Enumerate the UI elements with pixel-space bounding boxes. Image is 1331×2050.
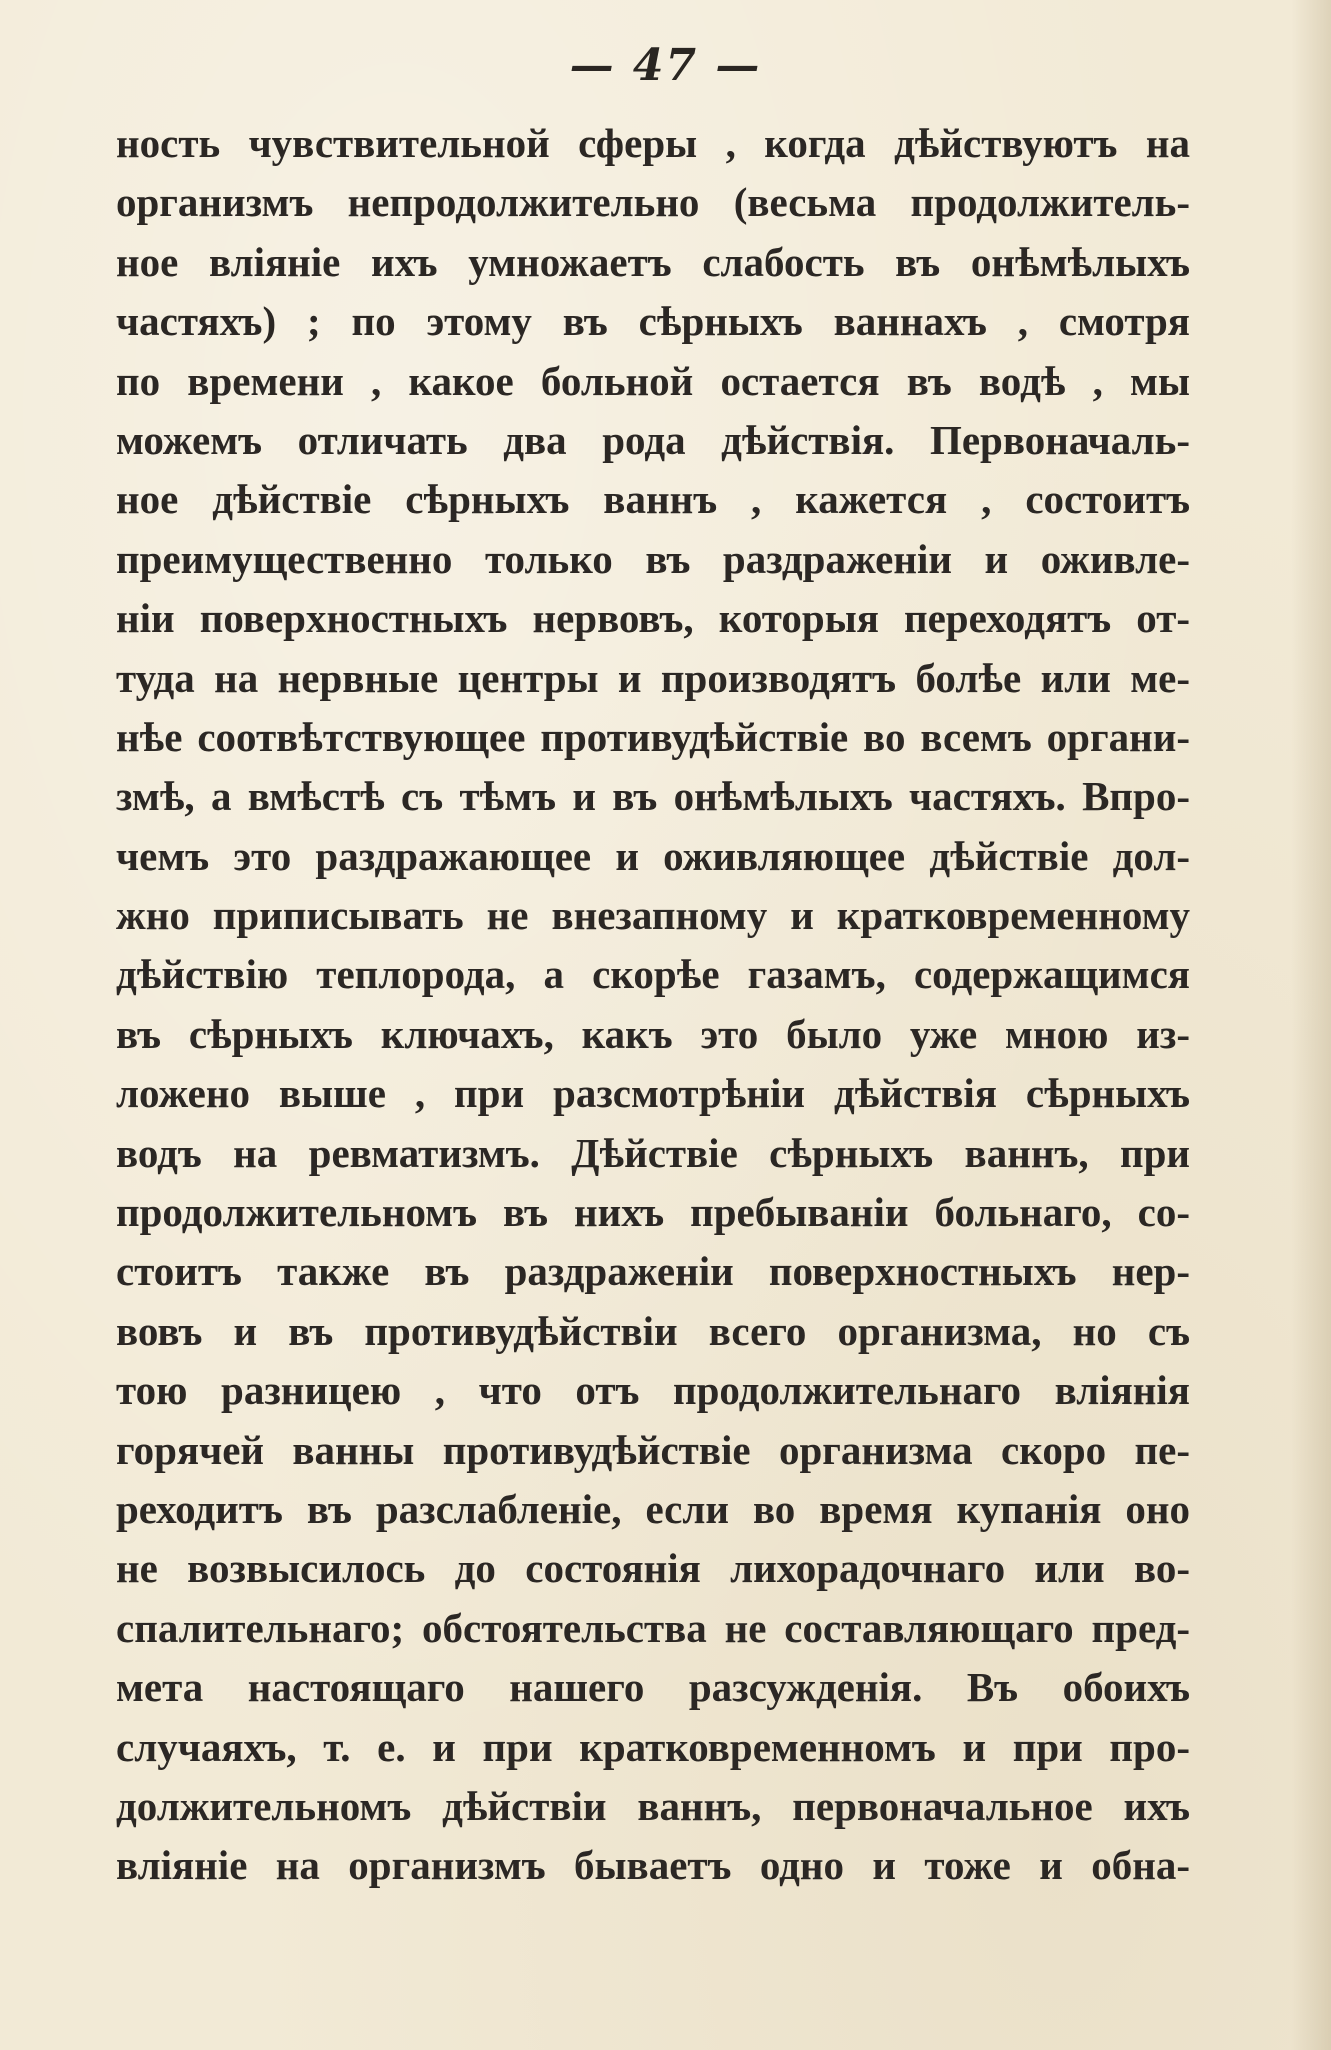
text-line: ложено выше , при разсмотрѣніи дѣйствія сѣрныхъ (116, 1070, 1190, 1117)
body-text (116, 114, 1190, 1896)
text-line: преимущественно только въ раздраженіи и оживле- (116, 535, 1190, 582)
text-line: чемъ это раздражающее и оживляющее дѣйствіе дол- (116, 832, 1190, 879)
text-line: ное вліяніе ихъ умножаетъ слабость въ онѣмѣлыхъ (116, 238, 1190, 285)
text-line: ніи поверхностныхъ нервовъ, которыя переходятъ от- (116, 595, 1190, 642)
page-edge-shadow (1291, 0, 1331, 2050)
text-line: по времени , какое больной остается въ водѣ , мы (116, 357, 1190, 404)
text-line: организмъ непродолжительно (весьма продолжитель- (116, 179, 1190, 226)
text-line: дѣйствію теплорода, а скорѣе газамъ, содержащимся (116, 951, 1190, 998)
text-line: должительномъ дѣйствіи ваннъ, первоначальное ихъ (116, 1782, 1190, 1829)
text-line: вліяніе на организмъ бываетъ одно и тоже и обна- (116, 1842, 1190, 1889)
text-line: можемъ отличать два рода дѣйствія. Первоначаль- (116, 416, 1190, 463)
text-line: стоитъ также въ раздраженіи поверхностныхъ нер- (116, 1248, 1190, 1295)
text-line: змѣ, а вмѣстѣ съ тѣмъ и въ онѣмѣлыхъ частяхъ. Впро- (116, 773, 1190, 820)
text-line: въ сѣрныхъ ключахъ, какъ это было уже мною из- (116, 1010, 1190, 1057)
text-line: не возвысилось до состоянія лихорадочнаго или во- (116, 1545, 1190, 1592)
text-line: туда на нервные центры и производятъ болѣе или ме- (116, 654, 1190, 701)
text-line: горячей ванны противудѣйствіе организма скоро пе- (116, 1426, 1190, 1473)
page-number: — 47 — (569, 40, 762, 91)
text-line: тою разницею , что отъ продолжительнаго вліянія (116, 1367, 1190, 1414)
text-line: продолжительномъ въ нихъ пребываніи больнаго, со- (116, 1189, 1190, 1236)
text-line: мета настоящаго нашего разсужденія. Въ обоихъ (116, 1664, 1190, 1711)
text-line: спалительнаго; обстоятельства не составляющаго пред- (116, 1604, 1190, 1651)
text-line: ное дѣйствіе сѣрныхъ ваннъ , кажется , состоитъ (116, 476, 1190, 523)
text-line: вовъ и въ противудѣйствіи всего организма, но съ (116, 1307, 1190, 1354)
text-line: реходитъ въ разслабленіе, если во время купанія оно (116, 1485, 1190, 1532)
text-line: ность чувствительной сферы , когда дѣйствуютъ на (116, 120, 1190, 166)
text-line: водъ на ревматизмъ. Дѣйствіе сѣрныхъ ваннъ, при (116, 1129, 1190, 1176)
text-line: частяхъ) ; по этому въ сѣрныхъ ваннахъ , смотря (116, 298, 1190, 345)
text-line: жно приписывать не внезапному и кратковременному (116, 892, 1190, 939)
text-line: случаяхъ, т. е. и при кратковременномъ и при про- (116, 1723, 1190, 1770)
text-line: нѣе соотвѣтствующее противудѣйствіе во всемъ органи- (116, 713, 1190, 760)
